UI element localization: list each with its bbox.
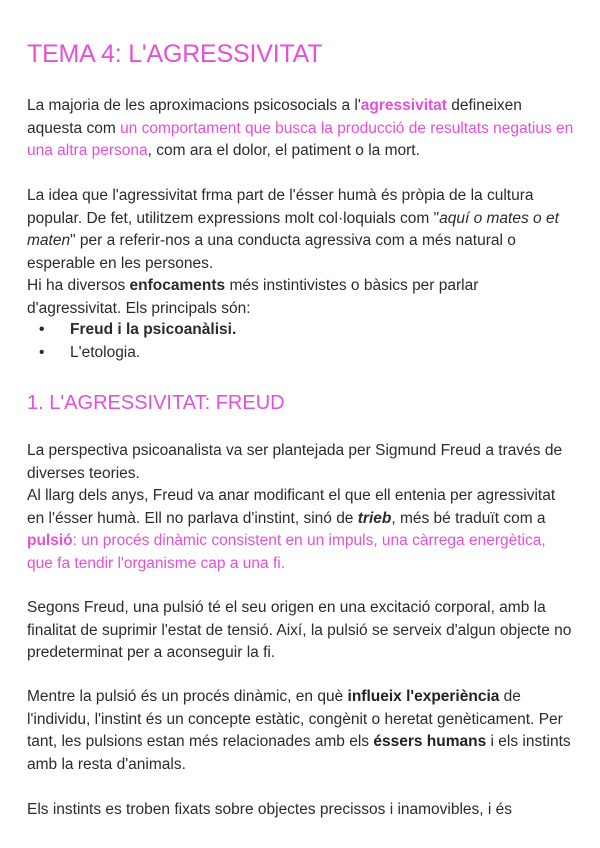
freud-paragraph	[27, 440, 575, 575]
text: Mentre la pulsió és un procés dinàmic, en què	[27, 688, 348, 705]
text: defineixen aquesta com	[27, 97, 522, 137]
page-title: TEMA 4: L'AGRESSIVITAT	[27, 40, 323, 68]
highlight-agressivitat: agressivitat	[360, 97, 447, 114]
text: Hi ha diversos	[27, 277, 130, 294]
text: La idea que l'agressivitat frma part de l'ésser humà és pròpia de la cultura popular. De fet, utilitzem expressions molt col·loquials com "	[27, 187, 534, 227]
bold-enfocaments: enfocaments	[129, 277, 226, 294]
approaches-list	[27, 319, 236, 364]
intro-paragraph	[27, 95, 575, 163]
text: La majoria de les aproximacions psicosocials a l'	[27, 97, 361, 114]
pulsio-definition: : un procés dinàmic consistent en un impuls, una càrrega energètica, que fa tendir l'organisme cap a una fi.	[27, 532, 546, 572]
instints-paragraph: Els instints es troben fixats sobre objectes precissos i inamovibles, i és	[27, 801, 513, 818]
pulsio-vs-instint-paragraph	[27, 686, 575, 776]
bold-essers-humans: éssers humans	[373, 733, 487, 750]
text: Al llarg dels anys, Freud va anar modificant el que ell entenia per agressivitat en l'ésser humà. Ell no parlava d'instint, sinó de	[27, 487, 556, 527]
trieb-term: trieb	[357, 509, 392, 527]
list-item: • L'etologia.	[27, 342, 236, 365]
pulsio-term: pulsió	[27, 532, 73, 549]
bold-experiencia: influeix l'experiència	[347, 688, 500, 705]
quote-italic: aquí o mates o et maten	[27, 209, 559, 249]
culture-paragraph	[27, 185, 575, 320]
list-item: • Freud i la psicoanàlisi.	[27, 319, 236, 342]
text: , més bé traduït com a	[391, 509, 546, 527]
text: de l'individu, l'instint és un concepte estàtic, congènit o heretat genèticament. Per tant, les pulsions estan més relacionades amb els	[27, 688, 563, 750]
text: " per a referir-nos a una conducta agressiva com a més natural o esperable en les persones.	[27, 232, 516, 272]
text: La perspectiva psicoanalista va ser plantejada per Sigmund Freud a través de diverses teories.	[27, 442, 563, 482]
section-title: 1. L'AGRESSIVITAT: FREUD	[27, 392, 285, 414]
pulsio-origin-paragraph: Segons Freud, una pulsió té el seu origen en una excitació corporal, amb la finalitat de suprimir l'estat de tensió. Així, la pulsió se serveix d'algun objecte no predeterminat per a aconseguir la fi.	[27, 599, 572, 661]
text: , com ara el dolor, el patiment o la mort.	[147, 142, 420, 159]
text: més instintivistes o bàsics per parlar d'agressivitat. Els principals són:	[27, 277, 479, 317]
text: i els instints amb la resta d'animals.	[27, 733, 571, 773]
definition-highlight: un comportament que busca la producció de resultats negatius en una altra persona	[27, 119, 574, 159]
